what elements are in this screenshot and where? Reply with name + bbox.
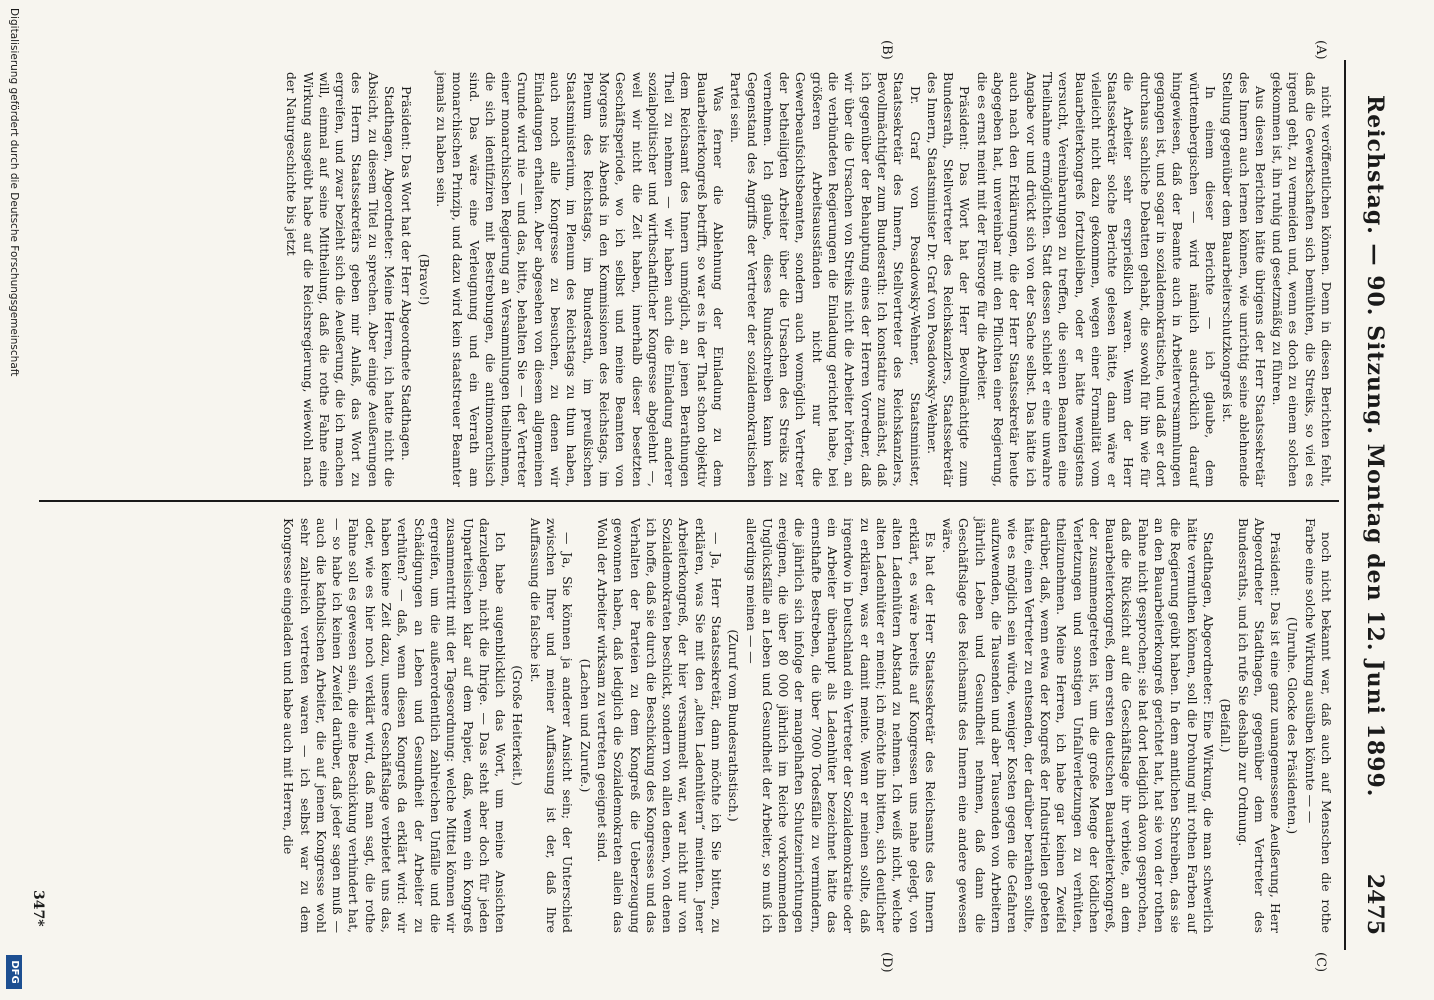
signature-mark: 347* [30,890,46,927]
paragraph: Präsident: Das Wort hat der Herr Bevollmächtigte zum Bundesrath, Stellvertreter des Reichskanzlers, Staatssekretär des Innern, Staatsminister Dr. Graf von Posadowsky-Wehner. [924,72,973,487]
left-column [282,72,1334,487]
footer-text: Digitalisierung gefördert durch die Deutsche Forschungsgemeinschaft [8,8,20,377]
reaction-note: (Große Heiterkeit.) [510,665,526,786]
paragraph: Es hat der Herr Staatssekretär des Reichsamts des Innern erklärt, es wäre bereits auf Kongressen uns nahe gelegt, von alten Ladenhütern Abstand zu nehmen. Ich weiß nicht, welche alten Ladenhüter er meint; ich möchte ihn bitten, sich deutlicher zu erklären, was er damit meinte. Wenn er meinen sollte, daß irgendwo in Deutschland ein Vertreter der Sozialdemokratie oder ein Arbeiter überhaupt als Ladenhüter bezeichnet hätte das ernsthafte Bestreben, die über 7000 Todesfälle zu vermindern, die jährlich sich infolge der mangelhaften Schutzeinrichtungen ereignen, die über 80 000 jährlich im Reiche vorkommenden Unglücksfälle an Leben und Gesundheit der Arbeiter, so muß ich allerdings meinen — — [743,518,938,933]
paragraph: In einem dieser Berichte — ich glaube, dem württembergischen — wird nämlich ausdrücklich darauf hingewiesen, daß der Beamte auch in Arbeiterversammlungen gegangen ist, und sogar in sozialdemokratische, und daß er dort durchaus sachliche Debatten gehabt, die sowohl für ihn wie für die Arbeiter sehr ersprießlich waren. Wenn der Herr Staatssekretär solche Berichte gelesen hätte, dann wäre er vielleicht nicht dazu gekommen, wegen einer Formalität vom Bauarbeiterkongreß fortzubleiben, oder er hätte wenigstens versucht, Vereinbarungen zu treffen, die seinen Beamten eine Theilnahme ermöglichten. Statt dessen schiebt er eine unwahre Angabe vor und drückt sich von der Sache selbst. Das hätte ich auch nach den Erklärungen, die der Herr Staatssekretär heute abgegeben hat, unvereinbar mit den Pflichten einer Regierung, die es ernst meint mit der Fürsorge für die Arbeiter. [974,72,1218,487]
column-divider [39,500,1339,502]
paragraph: noch nicht bekannt war, daß auch auf Menschen die rothe Farbe eine solche Wirkung ausüben könnte — — [1302,518,1334,933]
paragraph: Was ferner die Ablehnung der Einladung zu dem Bauarbeiterkongreß betrifft, so war es in der That schon objektiv dem Reichsamt des Innern unmöglich, an jenen Berathungen Theil zu nehmen — wir haben auch die Einladung anderer sozialpolitischer und wirthschaftlicher Kongresse abgelehnt —, weil wir nicht die Zeit haben, innerhalb dieser besetzten Geschäftsperiode, wo ich selbst und meine Beamten von Morgens bis Abends in den Kommissionen des Reichstags, im Plenum des Reichstags, im Bundesrath, im preußischen Staatsministerium, im Plenum des Reichstags zu thun haben, auch noch alle Kongresse zu besuchen, zu denen wir Einladungen erhalten. Aber abgesehen von diesem allgemeinen Grunde wird nie — und das, bitte, behalten Sie — der Vertreter einer monarchischen Regierung an Versammlungen theilnehmen, die sich identifiziren mit Bestrebungen, die antimonarchisch sind. Das wäre eine Verleugnung und ein Verrath am monarchischen Prinzip, und dazu wird kein staatstreuer Beamter jemals zu haben sein. [433,72,727,487]
reaction-note: (Bravo!) [416,253,432,306]
paragraph: Präsident: Das ist eine ganz unangemessene Aeußerung, Herr Abgeordneter Stadthagen, gegenüber dem Vertreter des Bundesraths, und ich rufe Sie deshalb zur Ordnung. [1235,518,1284,933]
paragraph: Stadthagen, Abgeordneter: Eine Wirkung, die man schwerlich hätte vermuthen können, soll die Drohung mit rothen Farben auf die Regierung geübt haben. In dem amtlichen Schreiben, das sie an den Bauarbeiterkongreß gerichtet hat, hat sie von der rothen Fahne nicht gesprochen; sie hat dort lediglich davon gesprochen, daß die Rücksicht auf die Geschäftslage ihr verbiete, an dem Bauarbeiterkongreß, dem ersten deutschen Bauarbeiterkongreß, der zusammengetreten ist, um die große Menge der tödlichen Verletzungen und sonstigen Unfallverletzungen zu verhüten, theilzunehmen. Meine Herren, ich habe gar keinen Zweifel darüber, daß, wenn etwa der Kongreß der Industriellen gebeten hätte, einen Vertreter zu entsenden, der darüber berathen sollte, wie es möglich sein würde, weniger Kosten gegen die Gefahren aufzuwenden, die Tausenden und aber Tausenden von Arbeitern jährlich Leben und Gesundheit nehmen, daß dann die Geschäftslage des Reichsamts des Innern eine andere gewesen wäre. [940,518,1216,933]
footer [4,0,22,1000]
margin-marker-d: (D) [879,952,894,973]
paragraph: Aus diesen Berichten hätte übrigens der Herr Staatssekretär des Innern auch lernen können, wie unrichtig seine ablehnende Stellung gegenüber dem Bauarbeiterschutzkongreß ist. [1220,72,1268,487]
running-head: Reichstag. — 90. Sitzung. Montag den 12. Juni 1899. [1362,95,1388,798]
paragraph: Stadthagen, Abgeordneter: Meine Herren, ich hatte nicht die Absicht, zu diesem Titel zu sprechen. Aber einige Aeußerungen des Herrn Staatssekretärs geben mir Anlaß, das Wort zu ergreifen, und zwar bezieht sich die Aeußerung, die ich machen will, einmal auf seine Mittheilung, daß die rothe Fahne eine Wirkung ausgeübt habe auf die Reichsregierung, wiewohl nach der Naturgeschichte bis jetzt [284,72,398,487]
header-rule [1344,60,1346,950]
paragraph: nicht veröffentlichen können. Denn in diesen Berichten fehlt, daß die Gewerkschaften sich bemühten, die Streiks, so viel es irgend geht, zu vermeiden und, wenn es doch zu einem solchen gekommen ist, ihn ruhig und gesetzmäßig zu führen. [1270,72,1334,487]
paragraph: — Ja, Sie können ja anderer Ansicht sein; der Unterschied zwischen Ihrer und meiner Auffassung ist der, daß Ihre Auffassung die falsche ist. [527,518,576,933]
page-header [1352,55,1392,945]
paragraph: Dr. Graf von Posadowsky-Wehner, Staatsminister, Staatssekretär des Innern, Stellvertreter des Reichskanzlers, Bevollmächtigter zum Bundesrath: Ich konstatire zunächst, daß ich gegenüber der Behauptung eines der Herren Vorredner, daß wir über die Ursachen von Streiks nicht die Arbeiter hörten, an die verbündeten Regierungen die Einladung gerichtet habe, bei größeren Arbeitsausständen nicht nur die Gewerbeaufsichtsbeamten, sondern auch womöglich Vertreter der betheiligten Arbeiter über die Ursachen des Streiks zu vernehmen. Ich glaube, dieses Rundschreiben kann kein Gegenstand des Angriffs der Vertreter der sozialdemokratischen Partei sein. [728,72,923,487]
margin-marker-c: (C) [1313,952,1328,973]
reaction-note: (Beifall.) [1218,698,1234,753]
margin-marker-a: (A) [1313,40,1328,60]
page-number: 2475 [1362,873,1388,935]
paragraph: Präsident: Das Wort hat der Herr Abgeordnete Stadthagen. [399,86,415,461]
reaction-note: (Zuruf vom Bundesrathstisch.) [726,629,742,822]
right-column [279,518,1334,933]
paragraph: — Ja, Herr Staatssekretär, dann möchte ich Sie bitten, zu erklären, was Sie mit den „alten Ladenhütern“ meinten. Jener Arbeiterkongreß, der hier versammelt war, war nicht nur von Sozialdemokraten beschickt, sondern von allen denen, von denen ich hoffe, daß sie durch die Beschickung des Kongresses und das Verhalten der Parteien zu dem Kongreß die Ueberzeugung gewonnen haben, daß lediglich die Sozialdemokraten allein das Wohl der Arbeiter wirksam zu vertreten geeignet sind. [594,518,725,933]
reaction-note: (Lachen und Zurufe.) [577,658,593,793]
margin-marker-b: (B) [879,40,894,60]
dfg-logo-icon: DFG [6,955,22,989]
reaction-note: (Unruhe. Glocke des Präsidenten.) [1285,616,1301,835]
paragraph: Ich habe augenblicklich das Wort, um meine Ansichten darzulegen, nicht die Ihrige. — Das steht aber doch für jeden Unparteiischen klar auf dem Papier, daß, wenn ein Kongreß zusammentritt mit der Tagesordnung: welche Mittel können wir ergreifen, um die außerordentlich zahlreichen Unfälle und die Schädigungen an Leben und Gesundheit der Arbeiter zu verhüten? — daß, wenn diesen Kongreß da erklärt wird: wir haben keine Zeit dazu, unsere Geschäftslage verbietet uns das, oder, wie es hier noch verklärt wird, daß man sagt, die rothe Fahne soll es gewesen sein, die eine Beschickung verhindert hat, — so habe ich keinen Zweifel darüber, daß jeder sagen muß — auch die katholischen Arbeiter, die auf jenem Kongresse wohl sehr zahlreich vertreten waren — ich selbst war zu dem Kongresse eingeladen und habe auch mit Herren, die [281,518,509,933]
